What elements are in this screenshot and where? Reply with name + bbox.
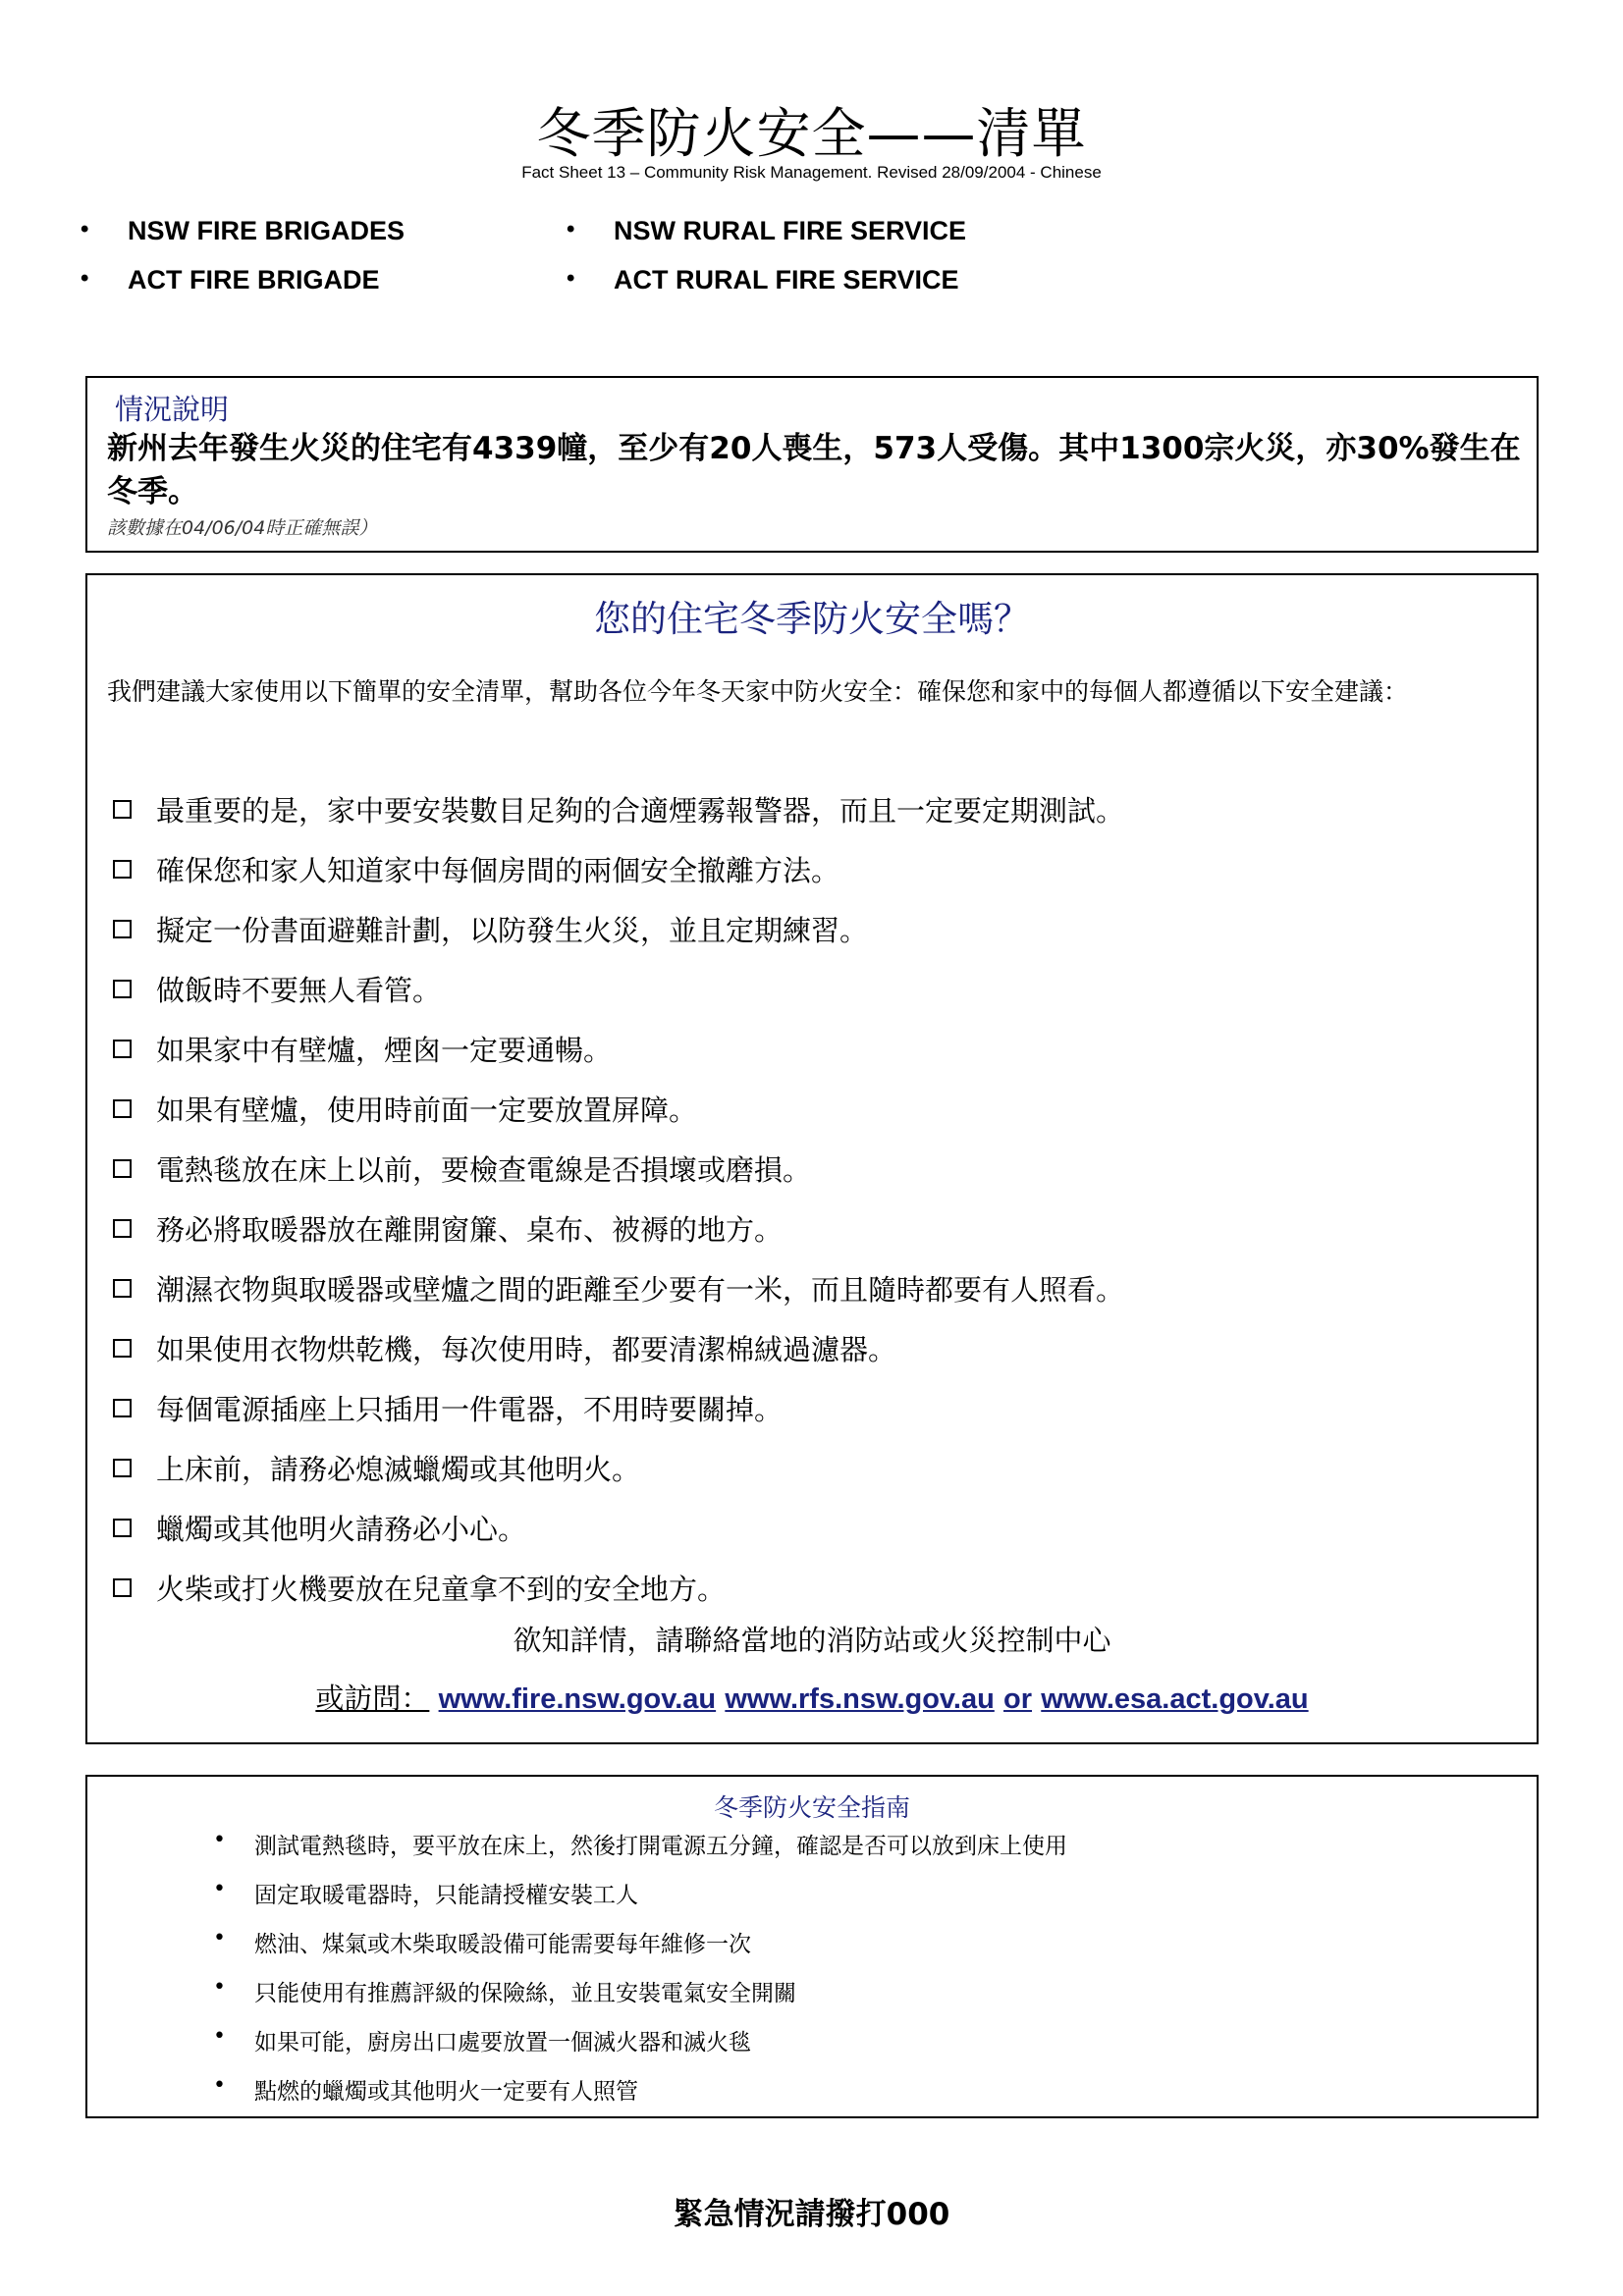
checklist-item-label: 擬定一份書面避難計劃，以防發生火災，並且定期練習。 [156, 913, 869, 947]
org-label: ACT RURAL FIRE SERVICE [614, 265, 959, 294]
guide-item [213, 2073, 638, 2106]
checkbox[interactable] [113, 800, 132, 819]
bullet-icon: • [213, 2073, 226, 2098]
guide-heading: 冬季防火安全指南 [713, 1793, 910, 1822]
bullet-icon: • [213, 1877, 226, 1901]
checklist-item [107, 844, 839, 893]
checklist-item [107, 1144, 811, 1193]
checklist-intro: 我們建議大家使用以下簡單的安全清單，幫助各位今年冬天家中防火安全：確保您和家中的每個人都遵循以下安全建議： [107, 677, 1409, 706]
fact-sheet-subtitle: Fact Sheet 13 – Community Risk Management. Revised 28/09/2004 - Chinese [521, 163, 1102, 182]
checkbox[interactable] [113, 1339, 132, 1358]
checkbox[interactable] [113, 1279, 132, 1298]
checklist-item [107, 1263, 1124, 1312]
checklist-box [85, 573, 1539, 1744]
bullet-icon: • [81, 265, 89, 292]
bullet-icon: • [567, 265, 575, 292]
guide-item [213, 2024, 751, 2056]
or-text: or [1003, 1683, 1033, 1715]
checkbox[interactable] [113, 1519, 132, 1537]
checkbox[interactable] [113, 1219, 132, 1238]
org-item [81, 216, 406, 246]
checklist-item [107, 1024, 612, 1073]
checkbox[interactable] [113, 860, 132, 879]
checkbox[interactable] [113, 1459, 132, 1477]
checklist-item-label: 上床前，請務必熄滅蠟燭或其他明火。 [156, 1452, 641, 1486]
checklist-item-label: 如果使用衣物烘乾機，每次使用時，都要清潔棉絨過濾器。 [156, 1332, 897, 1366]
situation-body: 新州去年發生火災的住宅有4339幢，至少有20人喪生，573人受傷。其中1300宗火災，亦30%發生在冬季。 [107, 431, 1521, 509]
guide-item [213, 1975, 796, 2007]
situation-box [85, 376, 1539, 553]
checklist-item [107, 1563, 726, 1612]
org-item [567, 265, 959, 295]
checklist-item-label: 如果有壁爐，使用時前面一定要放置屏障。 [156, 1093, 698, 1127]
org-item [567, 216, 967, 246]
link-rfs-nsw[interactable]: www.rfs.nsw.gov.au [725, 1683, 995, 1715]
checklist-item [107, 904, 868, 953]
checklist-item [107, 964, 441, 1013]
checklist-item [107, 1503, 526, 1552]
guide-item [213, 1877, 638, 1909]
checkbox[interactable] [113, 920, 132, 938]
checklist-item-label: 確保您和家人知道家中每個房間的兩個安全撤離方法。 [156, 853, 840, 887]
guide-item-label: 只能使用有推薦評級的保險絲，並且安裝電氣安全開關 [254, 1981, 796, 2006]
checklist-item-label: 每個電源插座上只插用一件電器，不用時要關掉。 [156, 1392, 784, 1426]
checklist-item-label: 做飯時不要無人看管。 [156, 973, 442, 1007]
checklist-item [107, 1323, 896, 1372]
checklist-item-label: 最重要的是，家中要安裝數目足夠的合適煙霧報警器，而且一定要定期測試。 [156, 793, 1125, 828]
checkbox[interactable] [113, 1099, 132, 1118]
website-links [87, 1677, 1537, 1717]
winter-guide-box [85, 1775, 1539, 2118]
checklist-item-label: 電熱毯放在床上以前，要檢查電線是否損壞或磨損。 [156, 1152, 812, 1187]
guide-item-label: 點燃的蠟燭或其他明火一定要有人照管 [254, 2079, 638, 2105]
org-label: NSW FIRE BRIGADES [128, 216, 406, 245]
checkbox[interactable] [113, 980, 132, 998]
situation-note: 該數據在04/06/04時正確無誤） [107, 517, 378, 539]
checklist-question: 您的住宅冬季防火安全嗎？ [594, 598, 1030, 640]
checklist-item [107, 1084, 697, 1133]
guide-item-label: 測試電熱毯時，要平放在床上，然後打開電源五分鐘，確認是否可以放到床上使用 [254, 1834, 1067, 1859]
checklist-item-label: 務必將取暖器放在離開窗簾、桌布、被褥的地方。 [156, 1212, 784, 1247]
organisation-list [79, 210, 1551, 308]
situation-heading: 情況說明 [115, 393, 230, 426]
visit-label: 或訪問： [315, 1682, 430, 1715]
checklist-item-label: 如果家中有壁爐，煙囪一定要通暢。 [156, 1033, 613, 1067]
page-title: 冬季防火安全——清單 [536, 102, 1087, 165]
checklist-item-label: 蠟燭或其他明火請務必小心。 [156, 1512, 527, 1546]
checklist-item [107, 1203, 783, 1253]
guide-item-label: 燃油、煤氣或木柴取暖設備可能需要每年維修一次 [254, 1932, 751, 1957]
checklist-item [107, 1383, 783, 1432]
guide-item [213, 1828, 1067, 1860]
checkbox[interactable] [113, 1040, 132, 1058]
org-label: NSW RURAL FIRE SERVICE [614, 216, 967, 245]
emergency-number: 緊急情況請撥打000 [673, 2197, 950, 2232]
guide-item-label: 如果可能，廚房出口處要放置一個滅火器和滅火毯 [254, 2030, 751, 2056]
guide-item [213, 1926, 751, 1958]
bullet-icon: • [213, 1926, 226, 1950]
more-info-text: 欲知詳情，請聯絡當地的消防站或火災控制中心 [513, 1624, 1111, 1657]
checklist-item-label: 火柴或打火機要放在兒童拿不到的安全地方。 [156, 1572, 727, 1606]
checklist-item [107, 1443, 640, 1492]
link-fire-nsw[interactable]: www.fire.nsw.gov.au [438, 1683, 717, 1715]
org-item [81, 265, 380, 295]
checkbox[interactable] [113, 1399, 132, 1417]
bullet-icon: • [213, 1975, 226, 2000]
bullet-icon: • [567, 216, 575, 242]
checklist-item-label: 潮濕衣物與取暖器或壁爐之間的距離至少要有一米，而且隨時都要有人照看。 [156, 1272, 1125, 1307]
bullet-icon: • [81, 216, 89, 242]
checkbox[interactable] [113, 1578, 132, 1597]
link-esa-act[interactable]: www.esa.act.gov.au [1041, 1683, 1309, 1715]
bullet-icon: • [213, 2024, 226, 2049]
checkbox[interactable] [113, 1159, 132, 1178]
org-label: ACT FIRE BRIGADE [128, 265, 380, 294]
bullet-icon: • [213, 1828, 226, 1852]
checklist-item [107, 784, 1124, 833]
guide-item-label: 固定取暖電器時，只能請授權安裝工人 [254, 1883, 638, 1908]
